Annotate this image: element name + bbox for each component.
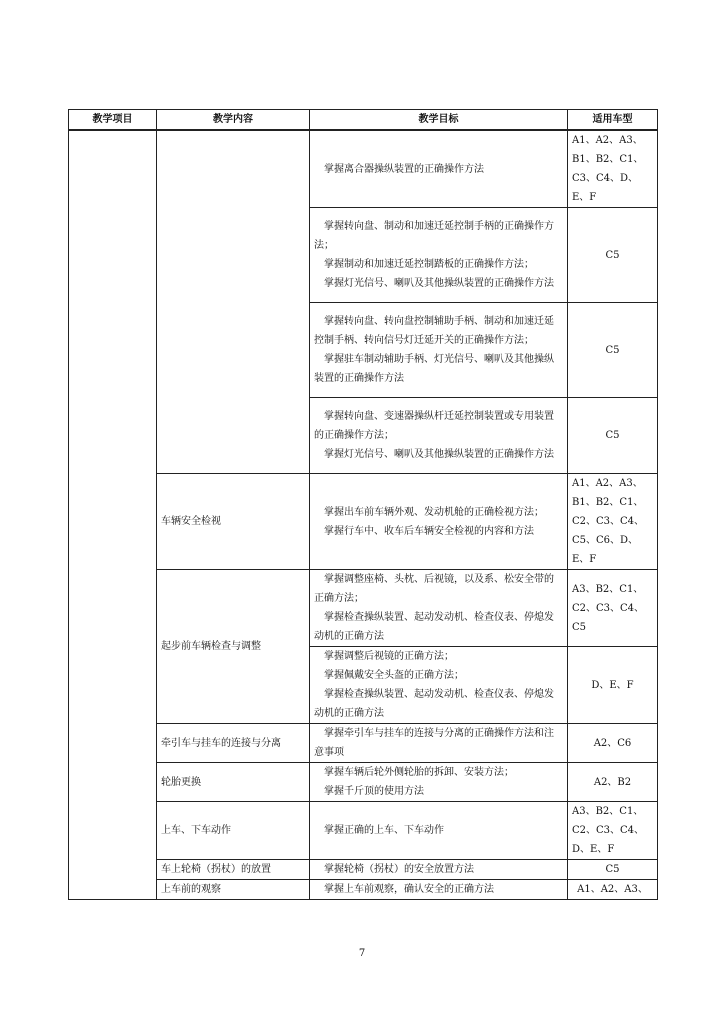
goal-line: 掌握转向盘、制动和加速迁延控制手柄的正确操作方法； [314,221,554,251]
table-row [69,880,658,900]
types-cell: C5 [568,860,658,880]
content-cell: 车辆安全检视 [157,474,310,570]
goal-line: 掌握检查操纵装置、起动发动机、检查仪表、停熄发动机的正确方法 [314,612,554,642]
goal-line: 掌握转向盘、变速器操纵杆迁延控制装置或专用装置的正确操作方法； [314,411,554,441]
table-row [69,130,658,208]
goal-line: 掌握离合器操纵装置的正确操作方法 [324,163,484,175]
goal-cell [310,802,568,860]
content-cell: 车上轮椅（拐杖）的放置 [157,860,310,880]
goal-line: 掌握转向盘、转向盘控制辅助手柄、制动和加速迁延控制手柄、转向信号灯迁延开关的正确操作方法； [314,316,554,346]
header-content: 教学内容 [157,110,310,131]
types-cell: A3、B2、C1、C2、C3、C4、C5 [568,570,658,647]
types-cell: C5 [568,208,658,303]
goal-cell [310,860,568,880]
types-cell: C5 [568,303,658,398]
goal-line: 掌握佩戴安全头盔的正确方法； [324,670,464,681]
goal-cell [310,398,568,474]
header-project: 教学项目 [69,110,157,131]
table-header-row [69,110,658,131]
page-number: 7 [358,948,366,959]
goal-cell [310,880,568,900]
goal-cell [310,570,568,647]
types-cell: D、E、F [568,647,658,724]
table-row [69,860,658,880]
goal-cell [310,303,568,398]
table-row [69,570,658,647]
goal-cell [310,647,568,724]
types-cell: A1、A2、A3、 [568,880,658,900]
project-cell [69,130,157,900]
goal-cell [310,763,568,802]
content-cell: 轮胎更换 [157,763,310,802]
goal-line: 掌握驻车制动辅助手柄、灯光信号、喇叭及其他操纵装置的正确操作方法 [314,354,554,384]
goal-line: 掌握上车前观察，确认安全的正确方法 [324,884,494,895]
content-cell: 牵引车与挂车的连接与分离 [157,724,310,763]
table-row [69,763,658,802]
types-cell: A1、A2、A3、B1、B2、C1、C3、C4、D、E、F [568,130,658,208]
goal-line: 掌握轮椅（拐杖）的安全放置方法 [324,864,474,875]
goal-cell [310,130,568,208]
goal-line: 掌握调整座椅、头枕、后视镜，以及系、松安全带的正确方法； [314,574,554,604]
goal-cell [310,208,568,303]
table-row [69,724,658,763]
content-cell: 上车前的观察 [157,880,310,900]
content-cell: 起步前车辆检查与调整 [157,570,310,724]
table-row [69,802,658,860]
goal-line: 掌握灯光信号、喇叭及其他操纵装置的正确操作方法 [324,278,554,289]
goal-line: 掌握千斤顶的使用方法 [324,786,424,797]
teaching-table [68,109,658,900]
header-types: 适用车型 [568,110,658,131]
goal-line: 掌握牵引车与挂车的连接与分离的正确操作方法和注意事项 [314,728,554,758]
goal-line: 掌握制动和加速迁延控制踏板的正确操作方法； [324,259,534,270]
content-cell: 上车、下车动作 [157,802,310,860]
types-cell: C5 [568,398,658,474]
goal-line: 掌握正确的上车、下车动作 [324,825,444,836]
goal-cell [310,724,568,763]
goal-line: 掌握检查操纵装置、起动发动机、检查仪表、停熄发动机的正确方法 [314,689,554,719]
goal-line: 掌握出车前车辆外观、发动机舱的正确检视方法； [324,506,544,518]
table-row [69,474,658,570]
content-cell [157,130,310,474]
types-cell: A3、B2、C1、C2、C3、C4、D、E、F [568,802,658,860]
types-cell: A2、C6 [568,724,658,763]
goal-line: 掌握调整后视镜的正确方法； [324,651,454,662]
goal-line: 掌握车辆后轮外侧轮胎的拆卸、安装方法； [324,767,514,778]
goal-line: 掌握灯光信号、喇叭及其他操纵装置的正确操作方法 [324,449,554,460]
header-goal: 教学目标 [310,110,568,131]
goal-line: 掌握行车中、收车后车辆安全检视的内容和方法 [324,525,534,537]
types-cell: A1、A2、A3、B1、B2、C1、C2、C3、C4、C5、C6、D、E、F [568,474,658,570]
types-cell: A2、B2 [568,763,658,802]
goal-cell [310,474,568,570]
